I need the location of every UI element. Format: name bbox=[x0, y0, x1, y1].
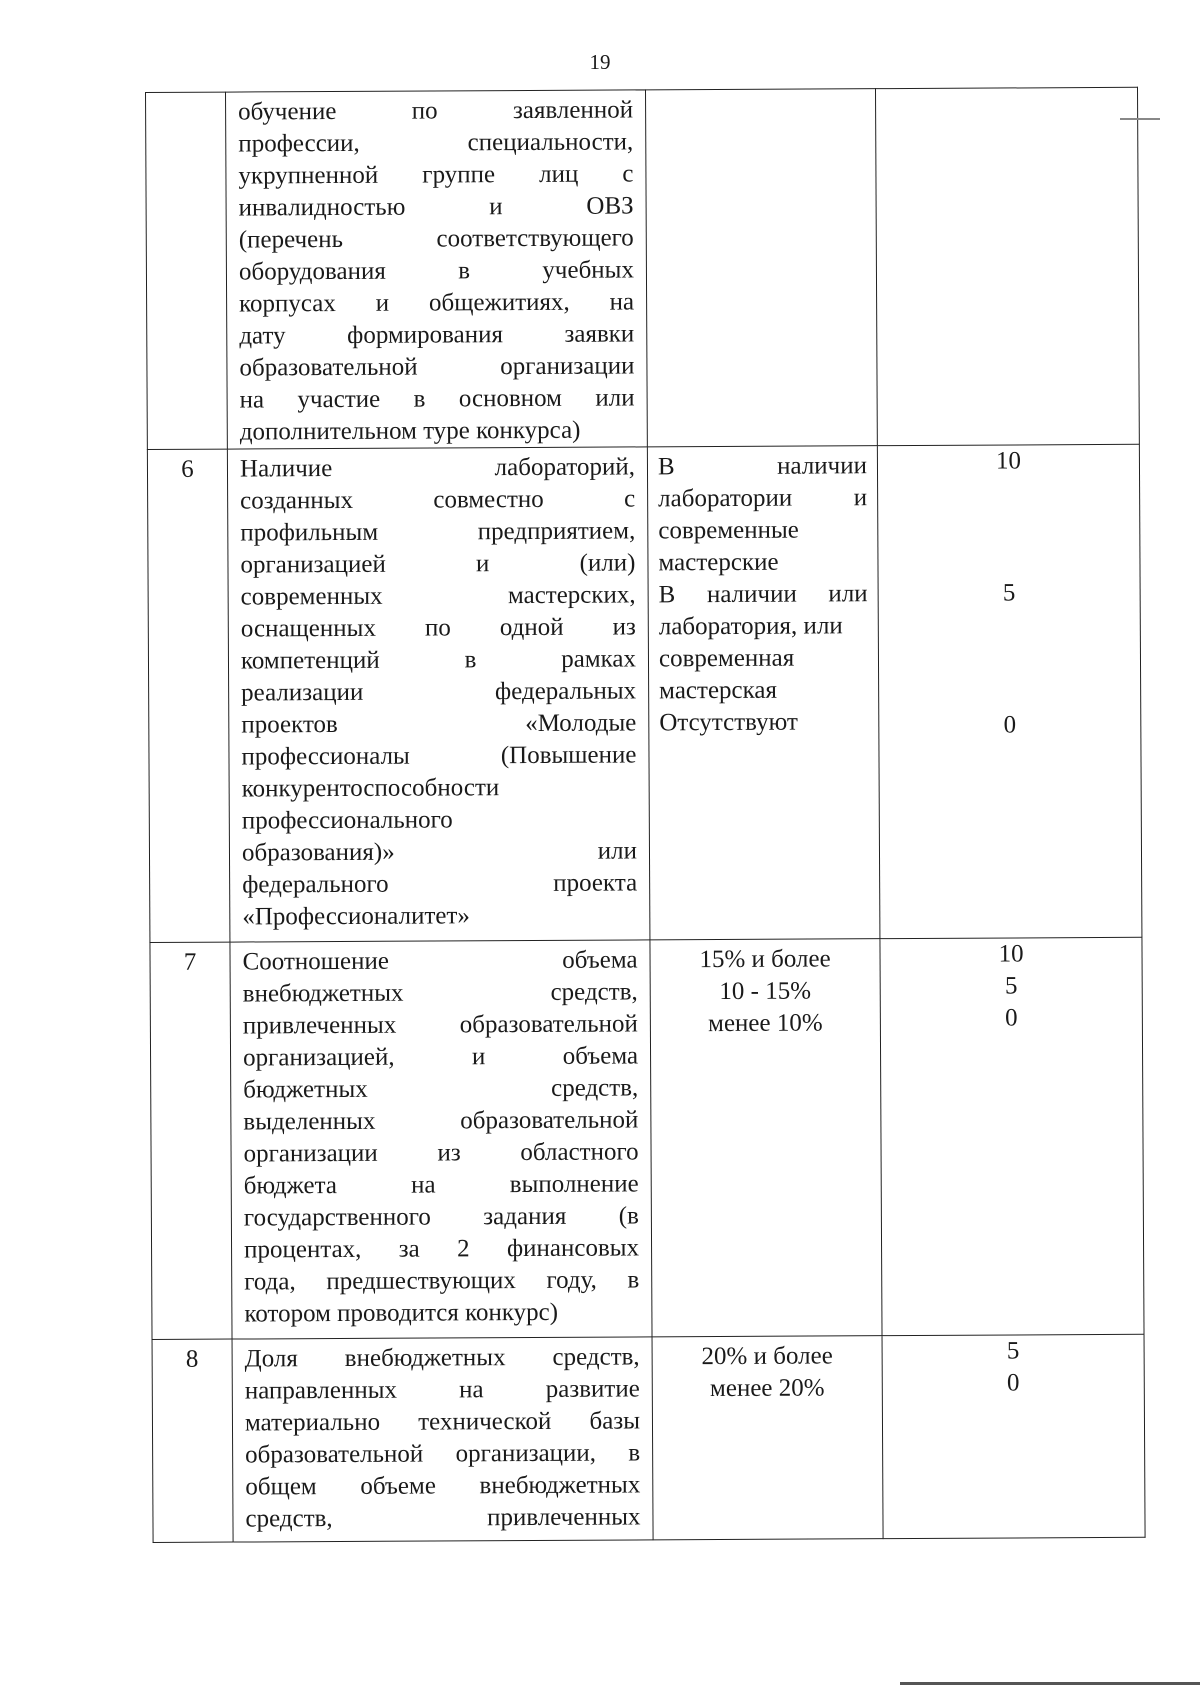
criteria-table bbox=[145, 87, 1146, 1543]
points-value: 0 bbox=[1005, 1004, 1018, 1032]
criterion-line: года, предшествующих году, в bbox=[244, 1266, 640, 1296]
criterion-cell bbox=[230, 940, 652, 1339]
value-cell bbox=[645, 89, 877, 447]
criterion-line: профильным предприятием, bbox=[240, 517, 636, 547]
criterion-line: конкурентоспособности bbox=[241, 774, 500, 803]
criterion-line: государственного задания (в bbox=[243, 1202, 639, 1232]
value-cell bbox=[652, 1336, 883, 1540]
points-value: 5 bbox=[1002, 579, 1016, 607]
criterion-line: укрупненной группе лиц с bbox=[238, 160, 634, 190]
criterion-line: Соотношение объема bbox=[242, 946, 638, 976]
points-value: 0 bbox=[1003, 711, 1017, 739]
table-row bbox=[150, 937, 1144, 1339]
value-line: менее 20% bbox=[709, 1374, 825, 1403]
row-number-cell bbox=[146, 92, 228, 449]
criterion-cell bbox=[227, 447, 650, 942]
criterion-line: котором проводится конкурс) bbox=[244, 1298, 559, 1328]
points-cell bbox=[875, 87, 1139, 445]
criterion-line: на участие в основном или bbox=[239, 384, 635, 414]
criterion-line: бюджетных средств, bbox=[243, 1074, 639, 1104]
criterion-line: внебюджетных средств, bbox=[242, 978, 638, 1008]
scan-edge-mark bbox=[1120, 118, 1160, 120]
value-line: В наличии bbox=[657, 452, 868, 481]
criterion-line: Доля внебюджетных средств, bbox=[244, 1343, 640, 1373]
criterion-cell bbox=[226, 90, 648, 449]
criterion-line: общем объеме внебюджетных bbox=[245, 1471, 641, 1501]
criterion-line: выделенных образовательной bbox=[243, 1106, 639, 1136]
criterion-line: компетенций в рамках bbox=[240, 645, 637, 675]
criterion-line: образования)» или bbox=[241, 837, 638, 867]
criterion-line: инвалидностью и ОВЗ bbox=[238, 192, 634, 222]
criterion-cell bbox=[232, 1337, 653, 1542]
criterion-line: бюджета на выполнение bbox=[243, 1170, 639, 1200]
criterion-line: проектов «Молодые bbox=[241, 709, 637, 739]
criterion-line: (перечень соответствующего bbox=[238, 224, 634, 254]
value-line: Отсутствуют bbox=[659, 708, 798, 737]
scan-bottom-edge bbox=[900, 1682, 1200, 1685]
points-value: 0 bbox=[1006, 1369, 1020, 1397]
criterion-line: организацией, и объема bbox=[242, 1042, 639, 1072]
criterion-line: корпусах и общежитиях, на bbox=[239, 288, 635, 318]
points-value: 10 bbox=[995, 447, 1022, 475]
value-cell bbox=[647, 446, 880, 940]
value-line: менее 10% bbox=[708, 1009, 823, 1038]
value-line: 20% и более bbox=[701, 1342, 833, 1371]
criterion-line: организацией и (или) bbox=[240, 549, 636, 579]
points-value: 10 bbox=[998, 940, 1024, 968]
criterion-line: реализации федеральных bbox=[241, 677, 637, 707]
row-number-cell: 7 bbox=[150, 942, 232, 1339]
criterion-line: оснащенных по одной из bbox=[240, 613, 636, 643]
criterion-line: средств, привлеченных bbox=[245, 1503, 641, 1533]
criterion-line: привлеченных образовательной bbox=[242, 1010, 638, 1040]
value-line: современная bbox=[658, 644, 795, 673]
criterion-line: современных мастерских, bbox=[240, 581, 636, 611]
criterion-line: профессионалы (Повышение bbox=[241, 741, 637, 771]
criterion-line: федерального проекта bbox=[242, 869, 638, 899]
value-line: мастерская bbox=[659, 676, 778, 705]
criterion-line: «Профессионалитет» bbox=[242, 902, 470, 931]
criterion-line: дату формирования заявки bbox=[239, 320, 635, 350]
criterion-line: образовательной организации, в bbox=[245, 1439, 641, 1469]
points-cell bbox=[882, 1334, 1145, 1538]
value-line: В наличии или bbox=[658, 580, 868, 609]
criterion-line: материально технической базы bbox=[244, 1407, 641, 1437]
value-cell bbox=[650, 939, 882, 1337]
row-number-cell: 8 bbox=[152, 1339, 233, 1542]
value-line: современные bbox=[658, 516, 799, 545]
value-line: 15% и более bbox=[699, 945, 831, 974]
row-number-cell: 6 bbox=[147, 449, 230, 942]
points-cell bbox=[880, 937, 1144, 1335]
criterion-line: профессионального bbox=[241, 806, 453, 835]
criterion-line: созданных совместно с bbox=[240, 485, 636, 515]
table-row bbox=[146, 87, 1140, 449]
criterion-line: дополнительном туре конкурса) bbox=[239, 416, 581, 446]
points-value: 5 bbox=[1006, 1337, 1020, 1365]
criterion-line: Наличие лабораторий, bbox=[239, 453, 636, 483]
criterion-line: оборудования в учебных bbox=[238, 256, 635, 286]
criterion-line: образовательной организации bbox=[239, 352, 635, 382]
criterion-line: профессии, специальности, bbox=[238, 128, 634, 158]
value-line: 10 - 15% bbox=[719, 977, 812, 1006]
criterion-line: обучение по заявленной bbox=[238, 96, 634, 126]
points-cell bbox=[877, 444, 1142, 938]
criterion-line: процентах, за 2 финансовых bbox=[243, 1234, 640, 1264]
table-row bbox=[152, 1334, 1145, 1542]
criterion-line: организации из областного bbox=[243, 1138, 639, 1168]
table-row bbox=[147, 444, 1142, 942]
value-line: мастерские bbox=[658, 548, 779, 577]
value-line: лаборатории и bbox=[658, 484, 868, 513]
page-number: 19 bbox=[589, 50, 611, 74]
points-value: 5 bbox=[1004, 972, 1018, 1000]
criterion-line: направленных на развитие bbox=[244, 1375, 640, 1405]
value-line: лаборатория, или bbox=[658, 612, 843, 641]
